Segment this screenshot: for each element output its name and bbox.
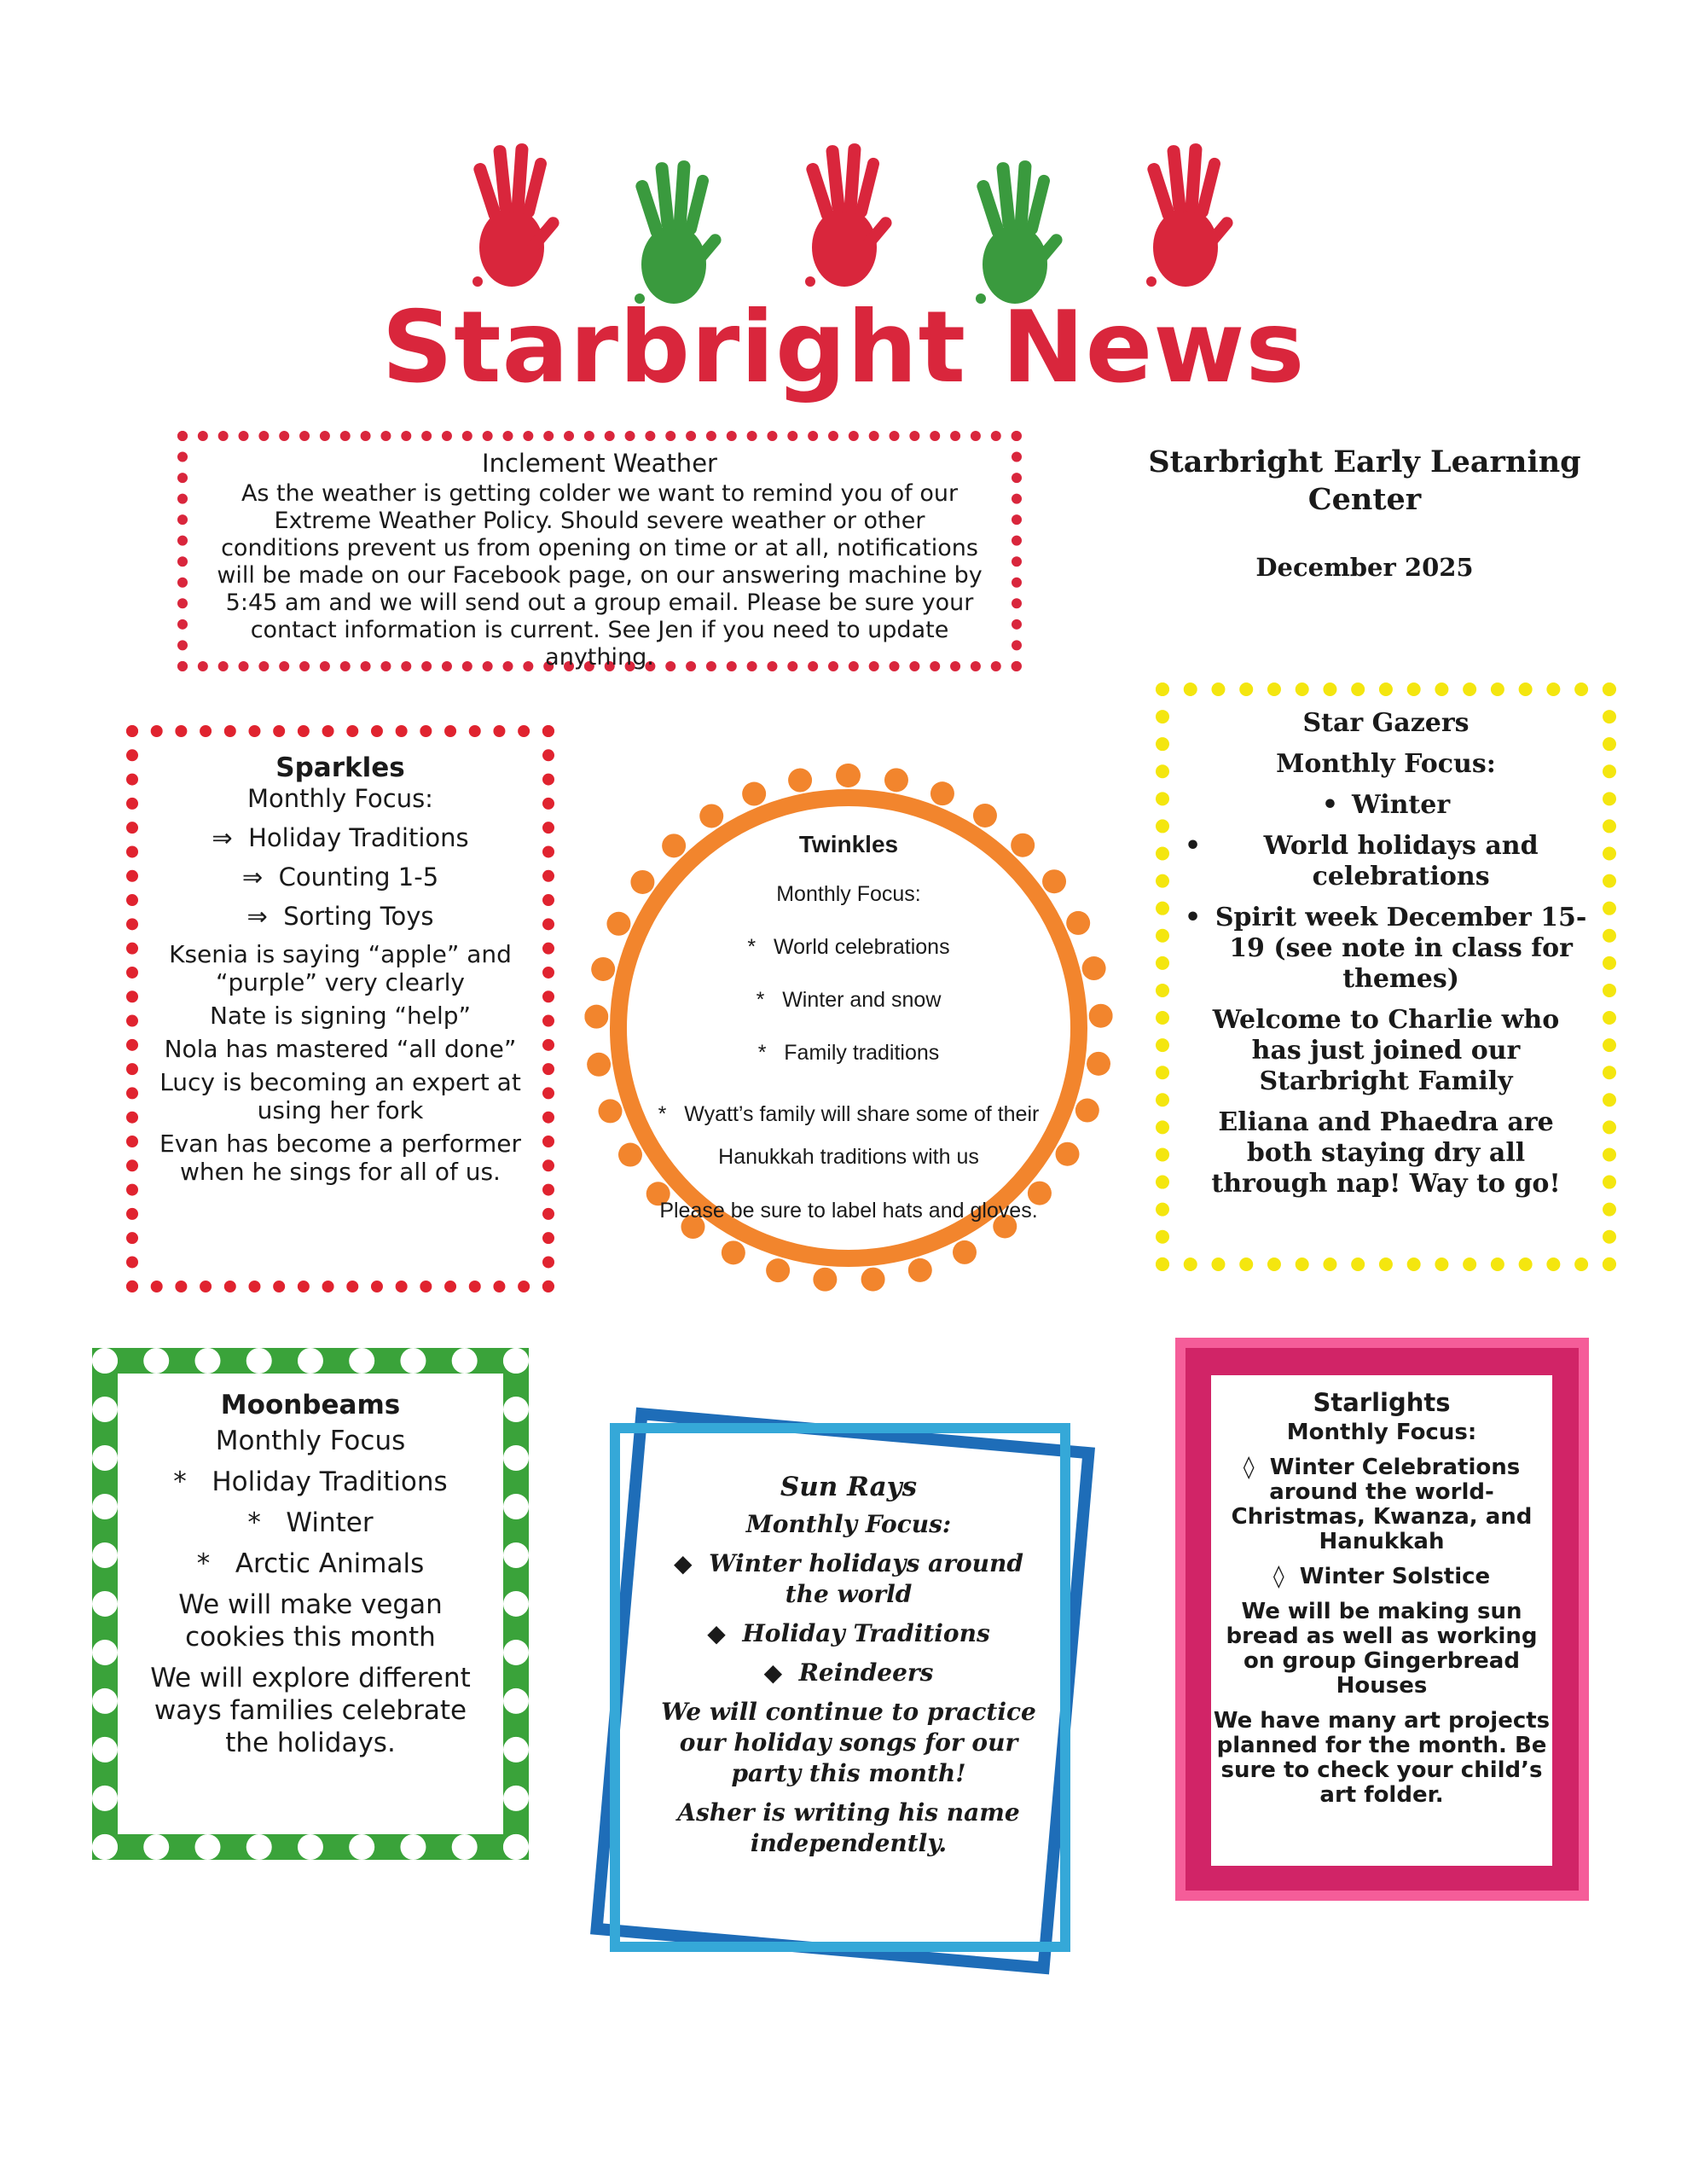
- asterisk-icon: *: [747, 935, 757, 959]
- list-item: • World holidays and celebrations: [1185, 831, 1539, 892]
- bullet-icon: •: [1185, 903, 1202, 932]
- note: We have many art projects planned for the month. Be sure to check your child’s art folder.: [1213, 1708, 1551, 1808]
- list-item: ◊ Winter Solstice: [1272, 1564, 1491, 1589]
- stargazers-title: Star Gazers: [1302, 708, 1470, 738]
- diamond-outline-icon: ◊: [1272, 1564, 1284, 1589]
- sparkles-title: Sparkles: [275, 752, 405, 783]
- arrow-icon: ⇒: [246, 902, 268, 931]
- handprints-logo: [461, 128, 1279, 307]
- star-gazers-box: [1156, 682, 1616, 1271]
- diamond-icon: ◆: [707, 1619, 726, 1647]
- asterisk-icon: *: [173, 1467, 187, 1497]
- diamond-icon: ◆: [763, 1658, 783, 1687]
- inclement-weather-box: [177, 431, 1022, 671]
- note: Eliana and Phaedra are both staying dry all through nap! Way to go!: [1211, 1107, 1561, 1199]
- list-item: * Wyatt’s family will share some of their Hanukkah traditions with us: [658, 1102, 1040, 1169]
- list-item: ⇒ Holiday Traditions: [212, 823, 469, 852]
- note: Ksenia is saying “apple” and “purple” very clearly: [169, 940, 512, 996]
- list-item: ◆ Holiday Traditions: [707, 1619, 990, 1647]
- list-item: * Family traditions: [757, 1041, 940, 1065]
- starlights-title: Starlights: [1313, 1388, 1451, 1417]
- list-item: ⇒ Sorting Toys: [246, 902, 434, 931]
- center-name: Starbright Early Learning Center: [1148, 444, 1581, 517]
- newsletter-date: December 2025: [1255, 553, 1474, 582]
- sunrays-focus: Monthly Focus:: [745, 1510, 952, 1538]
- list-item: * Winter: [247, 1507, 374, 1538]
- arrow-icon: ⇒: [241, 863, 264, 892]
- twinkles-box: [631, 832, 1066, 1260]
- note: We will explore different ways families celebrate the holidays.: [150, 1663, 471, 1758]
- twinkles-note: Please be sure to label hats and gloves.: [659, 1199, 1038, 1223]
- list-item: * Winter and snow: [756, 988, 942, 1012]
- moonbeams-title: Moonbeams: [220, 1390, 401, 1420]
- list-item: ◊ Winter Celebrations around the world- Christmas, Kwanza, and Hanukkah: [1231, 1455, 1533, 1554]
- asterisk-icon: *: [196, 1548, 211, 1579]
- list-item: ◆ Winter holidays around the world: [674, 1549, 1023, 1608]
- asterisk-icon: *: [756, 988, 765, 1012]
- note: We will continue to practice our holiday songs for our party this month!: [661, 1698, 1036, 1787]
- green-hand-icon: [976, 160, 1065, 304]
- note: Nola has mastered “all done”: [164, 1035, 517, 1063]
- asterisk-icon: *: [658, 1102, 667, 1126]
- note: Welcome to Charlie who has just joined our Starbright Family: [1212, 1005, 1560, 1096]
- twinkles-focus: Monthly Focus:: [776, 882, 921, 906]
- arrow-icon: ⇒: [212, 823, 233, 852]
- weather-heading: Inclement Weather: [482, 449, 717, 478]
- twinkles-title: Twinkles: [798, 831, 899, 857]
- newsletter-title: Starbright News: [381, 290, 1306, 405]
- red-hand-icon: [805, 143, 895, 287]
- list-item: • Winter: [1321, 790, 1451, 820]
- diamond-outline-icon: ◊: [1243, 1455, 1255, 1480]
- note: Nate is signing “help”: [209, 1002, 472, 1030]
- red-hand-icon: [1146, 143, 1236, 287]
- weather-body: As the weather is getting colder we want to remind you of our Extreme Weather Policy. Should severe weather or other conditions prevent us from opening on time or at all, notifications will be made on our Facebook page, on our answering machine by 5:45 am and we will send out a group email. Please be sure your contact information is current. See Jen if you need to update anything.: [217, 480, 983, 671]
- note: Asher is writing his name independently.: [677, 1798, 1020, 1857]
- sparkles-box: [126, 725, 554, 1292]
- stargazers-focus: Monthly Focus:: [1276, 749, 1496, 779]
- asterisk-icon: *: [757, 1041, 767, 1065]
- note: Evan has become a performer when he sings for all of us.: [159, 1130, 521, 1186]
- list-item: * Arctic Animals: [196, 1548, 425, 1579]
- note: We will make vegan cookies this month: [178, 1589, 443, 1653]
- note: We will be making sun bread as well as working on group Gingerbread Houses: [1226, 1599, 1538, 1699]
- sun-rays-box: [648, 1455, 1049, 1867]
- asterisk-icon: *: [247, 1507, 261, 1538]
- list-item: ◆ Reindeers: [763, 1658, 934, 1687]
- starlights-box: [1213, 1388, 1551, 1818]
- starlights-focus: Monthly Focus:: [1286, 1420, 1477, 1445]
- bullet-icon: •: [1185, 831, 1202, 861]
- diamond-icon: ◆: [674, 1549, 693, 1577]
- bullet-icon: •: [1321, 790, 1339, 820]
- note: Lucy is becoming an expert at using her fork: [159, 1068, 521, 1124]
- list-item: * World celebrations: [747, 935, 950, 959]
- list-item: ⇒ Counting 1-5: [241, 863, 439, 892]
- moonbeams-focus: Monthly Focus: [215, 1426, 406, 1456]
- sunrays-title: Sun Rays: [780, 1472, 918, 1502]
- list-item: • Spirit week December 15-19 (see note in class for themes): [1185, 903, 1587, 994]
- moonbeams-box: [92, 1348, 529, 1860]
- list-item: * Holiday Traditions: [173, 1467, 448, 1497]
- red-hand-icon: [472, 143, 562, 287]
- sparkles-focus: Monthly Focus:: [247, 784, 433, 813]
- green-hand-icon: [635, 160, 724, 304]
